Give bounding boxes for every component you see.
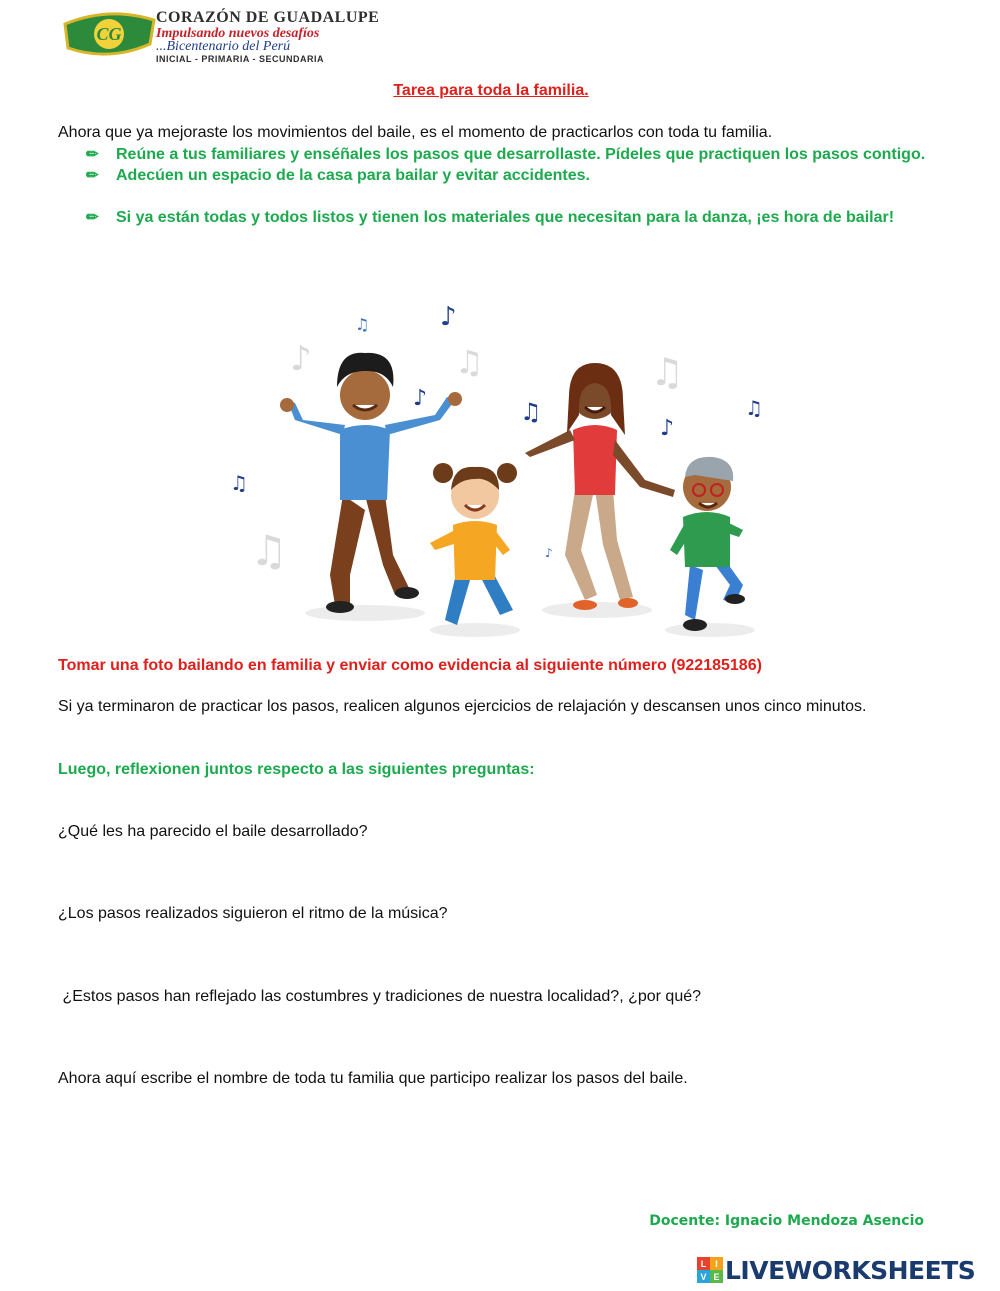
reflection-heading: Luego, reflexionen juntos respecto a las siguientes preguntas:: [58, 761, 535, 778]
svg-text:♫: ♫: [455, 343, 484, 381]
liveworksheets-badge-icon: L I V E: [697, 1257, 723, 1283]
svg-text:♫: ♫: [650, 350, 685, 394]
svg-text:♫: ♫: [745, 396, 763, 420]
svg-text:♪: ♪: [660, 416, 675, 441]
question-item: ¿Los pasos realizados siguieron el ritmo de la música?: [58, 905, 448, 922]
school-name: [156, 10, 421, 64]
instruction-list: [86, 145, 926, 228]
question-item: ¿Estos pasos han reflejado las costumbres y tradiciones de nuestra localidad?, ¿por qué?: [58, 988, 702, 1005]
svg-text:♪: ♪: [413, 386, 428, 411]
school-emblem-icon: [62, 10, 157, 60]
svg-text:CG: CG: [96, 24, 122, 44]
svg-text:♫: ♫: [230, 471, 248, 495]
page-title: Tarea para toda la familia.: [393, 82, 589, 99]
svg-text:♪: ♪: [440, 302, 457, 332]
pencil-icon: ✏: [86, 146, 99, 163]
boy-figure: [670, 457, 745, 631]
liveworksheets-wordmark: LIVEWORKSHEETS: [725, 1255, 976, 1285]
liveworksheets-logo: [697, 1254, 997, 1286]
girl-figure: [430, 463, 517, 625]
svg-text:♫: ♫: [250, 526, 288, 575]
family-names-prompt: Ahora aquí escribe el nombre de toda tu familia que participo realizar los pasos del baile.: [58, 1070, 688, 1087]
school-bicentenario: ...Bicentenario del Perú: [156, 39, 291, 54]
list-item: [86, 145, 926, 165]
family-dancing-illustration: [225, 295, 785, 650]
relax-paragraph: Si ya terminaron de practicar los pasos, realicen algunos ejercicios de relajación y descansen unos cinco minutos.: [58, 698, 867, 715]
school-name-line: CORAZÓN DE GUADALUPE: [156, 9, 380, 26]
intro-paragraph: Ahora que ya mejoraste los movimientos del baile, es el momento de practicarlos con toda tu familia.: [58, 124, 773, 141]
school-levels: INICIAL - PRIMARIA - SECUNDARIA: [156, 54, 324, 64]
list-item-text: Reúne a tus familiares y enséñales los pasos que desarrollaste. Pídeles que practiquen los pasos contigo.: [116, 146, 926, 163]
list-item: [86, 166, 926, 186]
pencil-icon: ✏: [86, 167, 99, 184]
svg-text:♪: ♪: [290, 339, 312, 379]
list-item-text: Si ya están todas y todos listos y tienen los materiales que necesitan para la danza, ¡es hora de bailar!: [116, 209, 895, 226]
svg-text:♫: ♫: [520, 398, 542, 426]
mother-figure: [525, 363, 675, 610]
teacher-name: Docente: Ignacio Mendoza Asencio: [649, 1213, 924, 1229]
photo-instruction: Tomar una foto bailando en familia y enviar como evidencia al siguiente número (922185186): [58, 657, 762, 674]
svg-text:♫: ♫: [355, 315, 370, 334]
list-item: [86, 208, 926, 228]
school-motto: Impulsando nuevos desafíos: [156, 26, 320, 41]
question-item: ¿Qué les ha parecido el baile desarrollado?: [58, 823, 368, 840]
svg-text:♪: ♪: [545, 546, 553, 560]
father-figure: [280, 353, 462, 613]
list-item-text: Adecúen un espacio de la casa para bailar y evitar accidentes.: [116, 167, 590, 184]
pencil-icon: ✏: [86, 209, 99, 226]
